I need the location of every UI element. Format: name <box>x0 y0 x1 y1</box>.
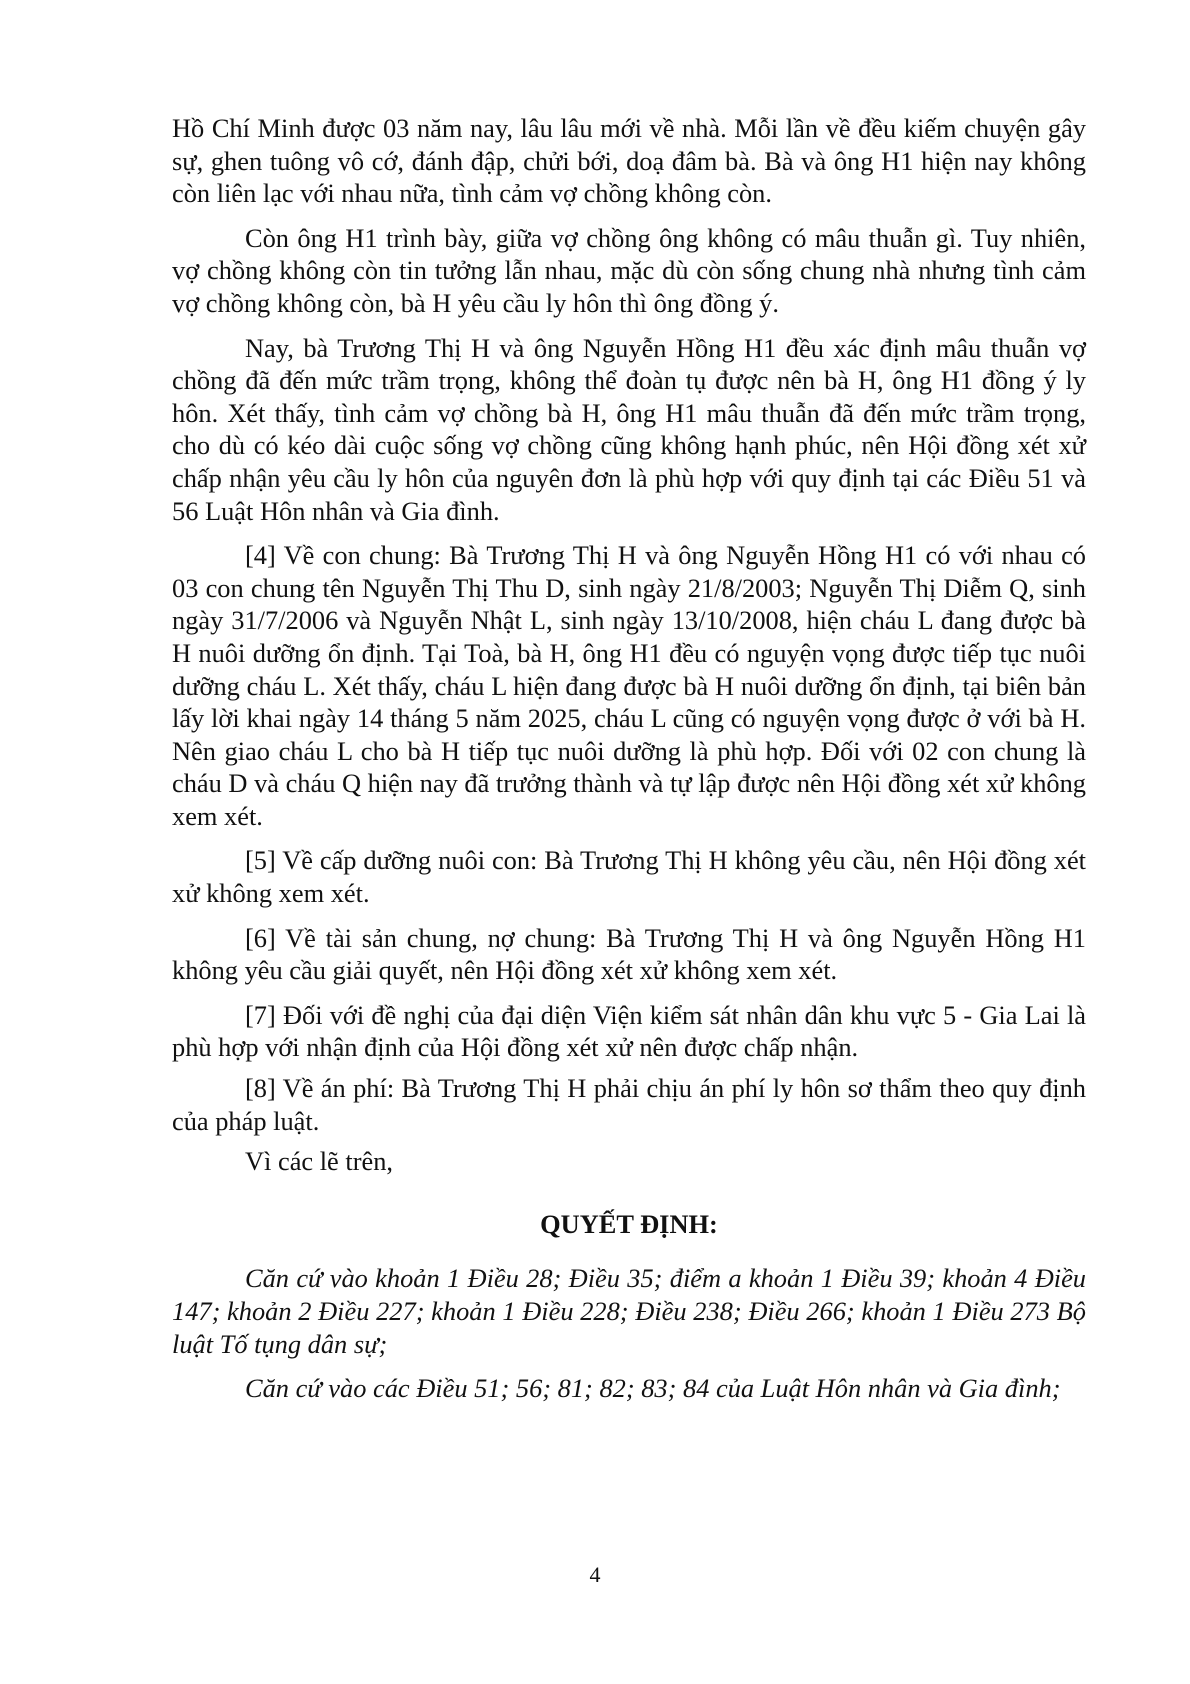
paragraph-conflict-assessment: Nay, bà Trương Thị H và ông Nguyễn Hồng H1 đều xác định mâu thuẫn vợ chồng đã đến mức trầm trọng, không thể đoàn tụ được nên bà H, ông H1 đồng ý ly hôn. Xét thấy, tình cảm vợ chồng bà H, ông H1 mâu thuẫn đã đến mức trầm trọng, cho dù có kéo dài cuộc sống vợ chồng cũng không hạnh phúc, nên Hội đồng xét xử chấp nhận yêu cầu ly hôn của nguyên đơn là phù hợp với quy định tại các Điều 51 và 56 Luật Hôn nhân và Gia đình. <box>172 332 1086 526</box>
paragraph-section-4-children: [4] Về con chung: Bà Trương Thị H và ông Nguyễn Hồng H1 có với nhau có 03 con chung tên Nguyễn Thị Thu D, sinh ngày 21/8/2003; Nguyễn Thị Diễm Q, sinh ngày 31/7/2006 và Nguyễn Nhật L, sinh ngày 13/10/2008, hiện cháu L đang được bà H nuôi dưỡng ổn định. Tại Toà, bà H, ông H1 đều có nguyện vọng được tiếp tục nuôi dưỡng cháu L. Xét thấy, cháu L hiện đang được bà H nuôi dưỡng ổn định, tại biên bản lấy lời khai ngày 14 tháng 5 năm 2025, cháu L cũng có nguyện vọng được ở với bà H. Nên giao cháu L cho bà H tiếp tục nuôi dưỡng là phù hợp. Đối với 02 con chung là cháu D và cháu Q hiện nay đã trưởng thành và tự lập được nên Hội đồng xét xử không xem xét. <box>172 540 1087 831</box>
decision-basis-civil-procedure: Căn cứ vào khoản 1 Điều 28; Điều 35; điểm a khoản 1 Điều 39; khoản 4 Điều 147; khoản 2 Điều 227; khoản 1 Điều 228; Điều 238; Điều 266; khoản 1 Điều 273 Bộ luật Tố tụng dân sự; <box>172 1263 1086 1359</box>
page-number: 4 <box>589 1562 601 1587</box>
paragraph-h1-statement: Còn ông H1 trình bày, giữa vợ chồng ông không có mâu thuẫn gì. Tuy nhiên, vợ chồng không còn tin tưởng lẫn nhau, mặc dù còn sống chung nhà nhưng tình cảm vợ chồng không còn, bà H yêu cầu ly hôn thì ông đồng ý. <box>172 222 1086 318</box>
paragraph-section-6-property: [6] Về tài sản chung, nợ chung: Bà Trương Thị H và ông Nguyễn Hồng H1 không yêu cầu giải quyết, nên Hội đồng xét xử không xem xét. <box>172 922 1086 986</box>
paragraph-section-8-court-fee: [8] Về án phí: Bà Trương Thị H phải chịu án phí ly hôn sơ thẩm theo quy định của pháp luật. <box>172 1073 1086 1136</box>
decision-basis-marriage-law: Căn cứ vào các Điều 51; 56; 81; 82; 83; 84 của Luật Hôn nhân và Gia đình; <box>245 1373 1061 1404</box>
document-body <box>172 112 1086 1417</box>
decision-heading: QUYẾT ĐỊNH: <box>540 1208 718 1239</box>
paragraph-section-5-child-support: [5] Về cấp dưỡng nuôi con: Bà Trương Thị H không yêu cầu, nên Hội đồng xét xử không xem xét. <box>172 845 1086 909</box>
paragraph-section-7-procuracy: [7] Đối với đề nghị của đại diện Viện kiểm sát nhân dân khu vực 5 - Gia Lai là phù hợp với nhận định của Hội đồng xét xử nên được chấp nhận. <box>172 999 1086 1063</box>
paragraph-continuation: Hồ Chí Minh được 03 năm nay, lâu lâu mới về nhà. Mỗi lần về đều kiếm chuyện gây sự, ghen tuông vô cớ, đánh đập, chửi bới, doạ đâm bà. Bà và ông H1 hiện nay không còn liên lạc với nhau nữa, tình cảm vợ chồng không còn. <box>172 113 1086 209</box>
paragraph-reasons: Vì các lẽ trên, <box>245 1146 393 1177</box>
